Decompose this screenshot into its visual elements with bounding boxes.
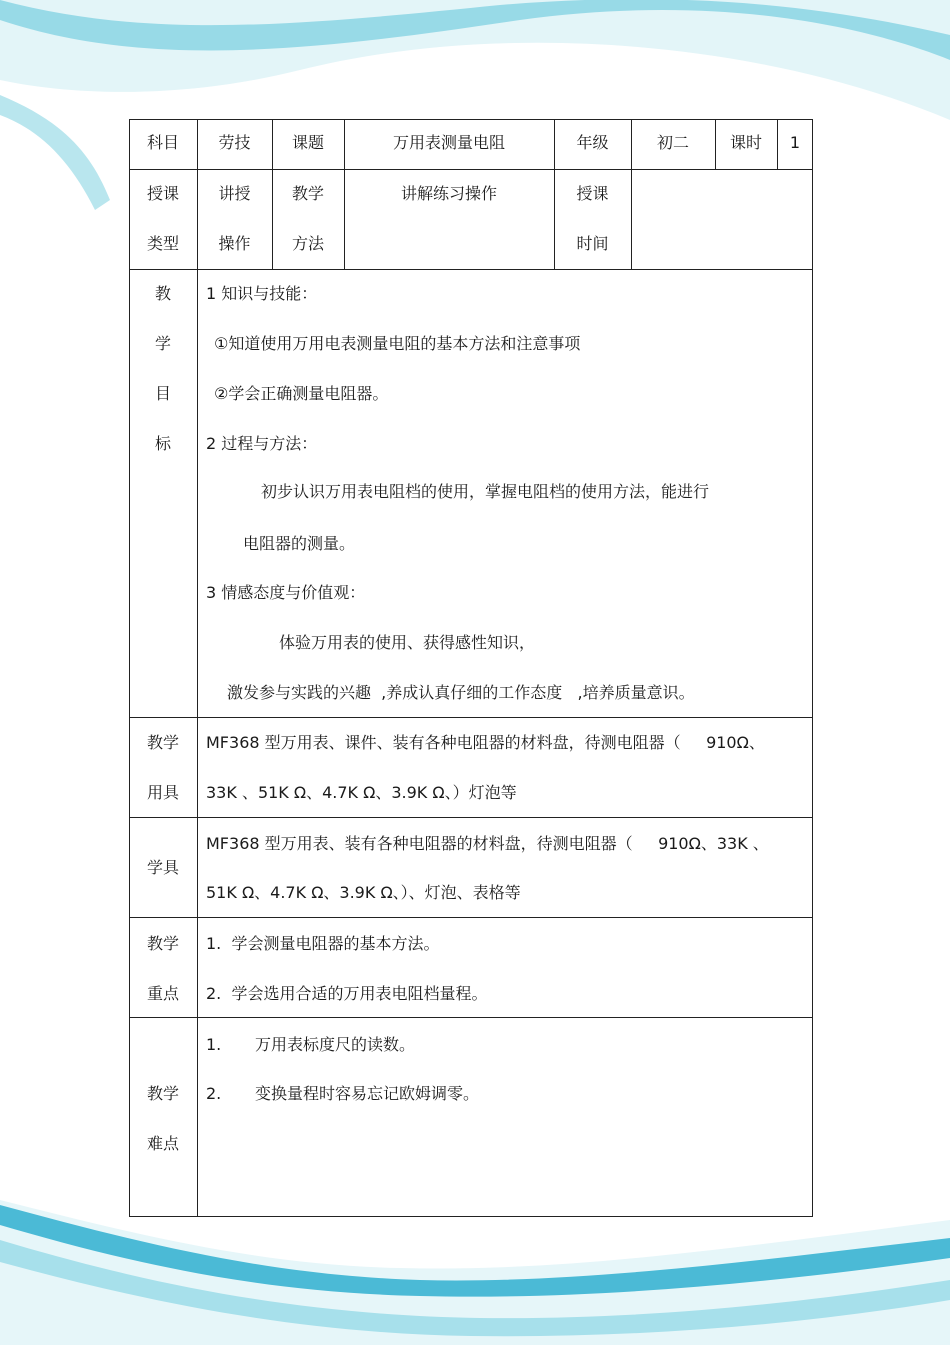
time-label-1: 授课 xyxy=(576,184,609,203)
lesson-type-label-1: 授课 xyxy=(146,184,179,203)
row-divider xyxy=(129,169,813,170)
student-tools-label: 学具 xyxy=(146,858,179,877)
method-label-1: 教学 xyxy=(291,184,324,203)
row-divider xyxy=(129,1017,813,1018)
objective-heading-knowledge: 1 知识与技能： xyxy=(206,284,318,303)
lesson-type-label-2: 类型 xyxy=(146,234,179,253)
key-points-label-1: 教学 xyxy=(146,934,179,953)
key-points-label-2: 重点 xyxy=(146,984,179,1003)
tools-line: MF368 型万用表、课件、装有各种电阻器的材料盘，待测电阻器（ 910Ω、 xyxy=(206,733,765,752)
student-tools-line: MF368 型万用表、装有各种电阻器的材料盘，待测电阻器（ 910Ω、33K 、 xyxy=(206,834,769,853)
difficulty-item: 万用表标度尺的读数。 xyxy=(255,1035,416,1054)
hours-label: 课时 xyxy=(729,133,762,152)
time-label-2: 时间 xyxy=(576,234,609,253)
objective-item: ①知道使用万用电表测量电阻的基本方法和注意事项 xyxy=(214,334,581,353)
topic-label: 课题 xyxy=(291,133,324,152)
lesson-type-value-1: 讲授 xyxy=(218,184,251,203)
objectives-label-char: 标 xyxy=(154,434,171,453)
objectives-label-char: 学 xyxy=(154,334,171,353)
key-point-item: 1. 学会测量电阻器的基本方法。 xyxy=(206,934,440,953)
top-wave-accent xyxy=(0,95,110,210)
objective-item: 激发参与实践的兴趣 ,养成认真仔细的工作态度 ,培养质量意识。 xyxy=(227,683,695,702)
objectives-label-char: 目 xyxy=(154,384,171,403)
objective-heading-attitude: 3 情感态度与价值观： xyxy=(206,583,366,602)
difficulty-item: 变换量程时容易忘记欧姆调零。 xyxy=(255,1084,480,1103)
tools-line: 33K 、51K Ω、4.7K Ω、3.9K Ω、）灯泡等 xyxy=(206,783,517,802)
subject-label: 科目 xyxy=(146,133,179,152)
student-tools-line: 51K Ω、4.7K Ω、3.9K Ω、）、灯泡、表格等 xyxy=(206,883,521,902)
difficulties-label-2: 难点 xyxy=(146,1134,179,1153)
method-label-2: 方法 xyxy=(291,234,324,253)
hours-value: 1 xyxy=(789,133,801,152)
method-value: 讲解练习操作 xyxy=(400,184,497,203)
lesson-type-value-2: 操作 xyxy=(218,234,251,253)
key-point-item: 2. 学会选用合适的万用表电阻档量程。 xyxy=(206,984,488,1003)
difficulty-number: 1. xyxy=(206,1035,222,1054)
objective-item: 体验万用表的使用、获得感性知识， xyxy=(279,633,536,652)
row-divider xyxy=(129,717,813,718)
row-divider xyxy=(129,269,813,270)
tools-label-1: 教学 xyxy=(146,733,179,752)
difficulties-label-1: 教学 xyxy=(146,1084,179,1103)
tools-label-2: 用具 xyxy=(146,783,179,802)
subject-value: 劳技 xyxy=(218,133,251,152)
objectives-label-char: 教 xyxy=(154,284,171,303)
objective-item: ②学会正确测量电阻器。 xyxy=(214,384,389,403)
objective-item: 电阻器的测量。 xyxy=(243,534,356,553)
grade-label: 年级 xyxy=(576,133,609,152)
grade-value: 初二 xyxy=(656,133,689,152)
objective-item: 初步认识万用表电阻档的使用，掌握电阻档的使用方法，能进行 xyxy=(261,482,710,501)
column-divider xyxy=(197,119,198,1217)
row-divider xyxy=(129,917,813,918)
row-divider xyxy=(129,817,813,818)
topic-value: 万用表测量电阻 xyxy=(392,133,505,152)
objective-heading-process: 2 过程与方法： xyxy=(206,434,318,453)
difficulty-number: 2. xyxy=(206,1084,222,1103)
